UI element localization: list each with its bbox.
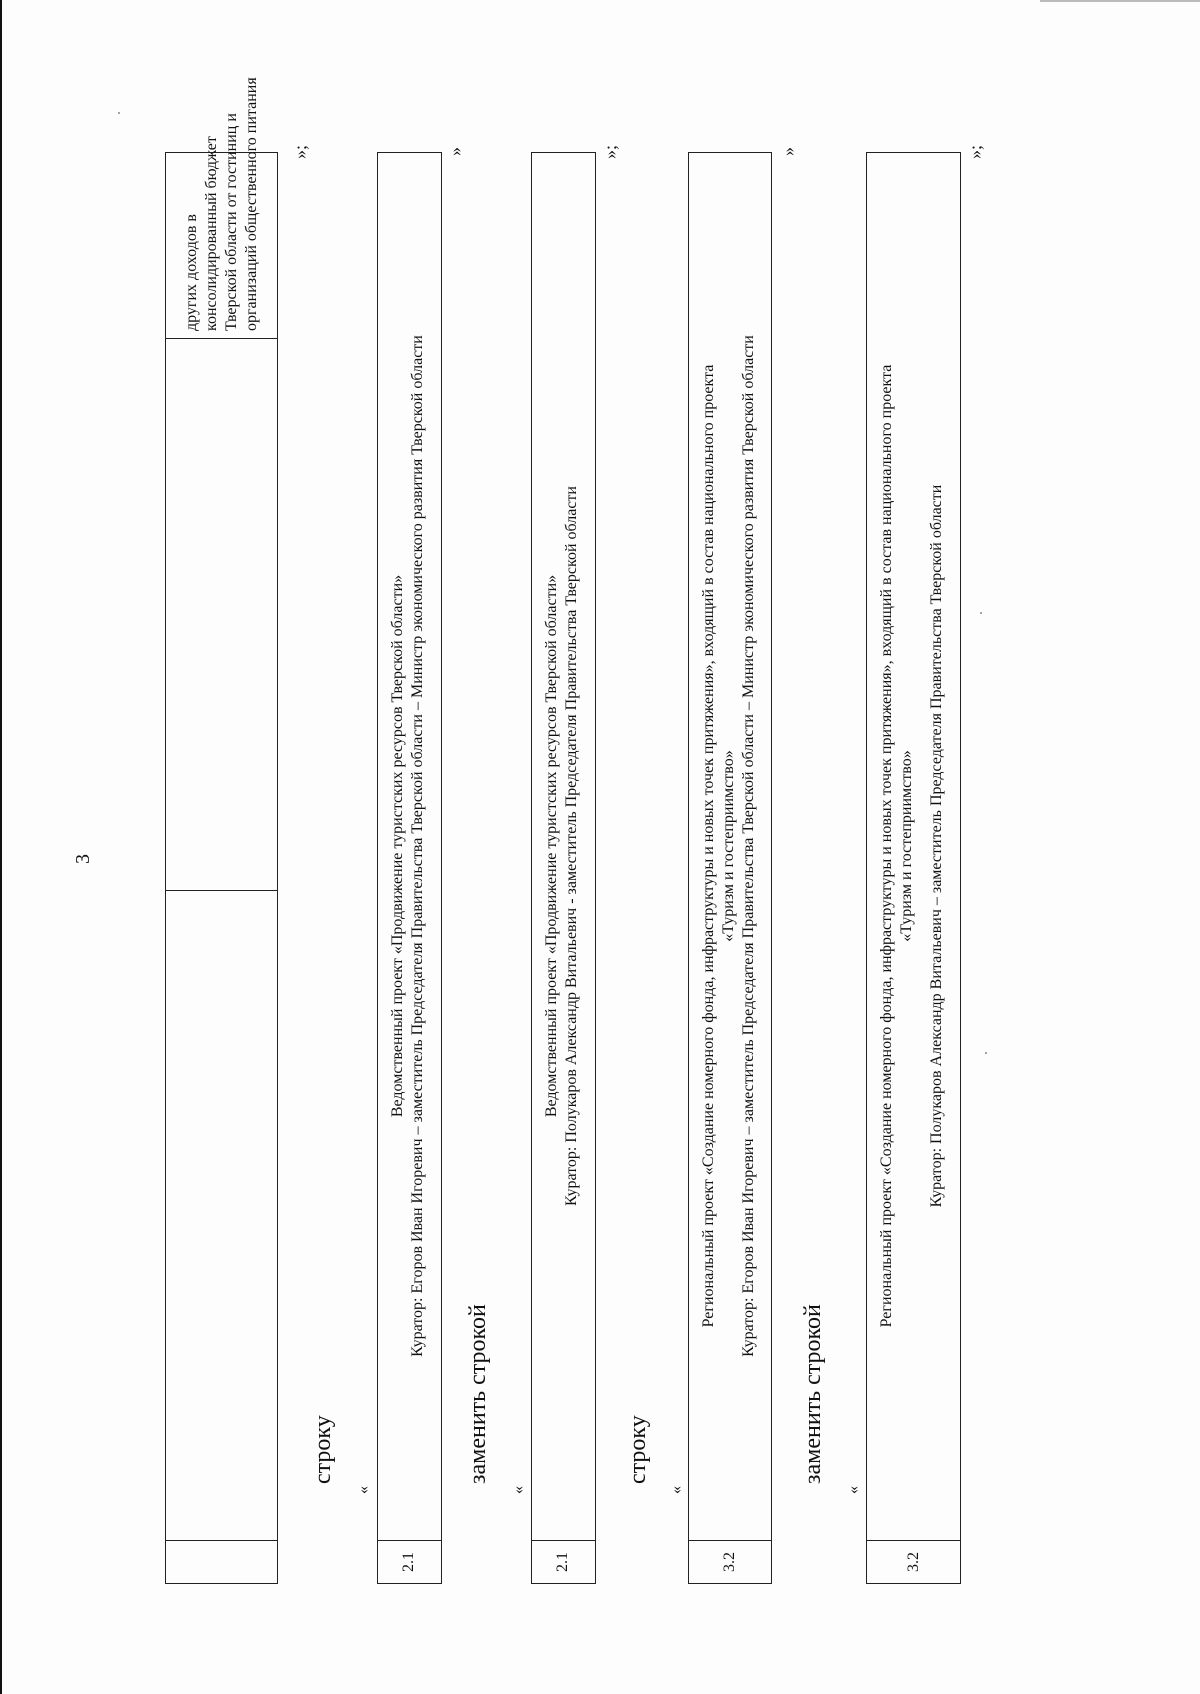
table-divider — [166, 890, 277, 891]
closing-quote: » — [445, 147, 465, 156]
table-cell-line: консолидированный бюджет — [203, 136, 220, 331]
table-cell-line: организаций общественного питания — [243, 77, 260, 331]
project-subtitle: «Туризм и гостеприимство» — [720, 750, 737, 942]
table-divider — [166, 1540, 277, 1541]
instruction-text: строку — [625, 1415, 651, 1484]
instruction-text: заменить строкой — [800, 1304, 826, 1484]
closing-quote: »; — [600, 144, 620, 159]
scan-speck — [980, 612, 982, 614]
table-divider — [166, 338, 277, 339]
row-number: 3.2 — [721, 1552, 738, 1572]
closing-quote: »; — [290, 144, 310, 159]
project-title: Ведомственный проект «Продвижение туристских ресурсов Тверской области» — [543, 574, 560, 1118]
curator-line: Куратор: Полукаров Александр Витальевич – заместитель Председателя Правительства Тверской области — [928, 484, 945, 1208]
project-title: Ведомственный проект «Продвижение туристских ресурсов Тверской области» — [389, 574, 406, 1118]
closing-quote: »; — [965, 144, 985, 159]
opening-quote: « — [510, 1486, 527, 1494]
table-row-3-2-old — [688, 152, 772, 1584]
table-row-continuation — [165, 77, 278, 1584]
project-subtitle: «Туризм и гостеприимство» — [898, 750, 915, 942]
curator-line: Куратор: Полукаров Александр Витальевич - заместитель Председателя Правительства Тверской области — [563, 486, 580, 1207]
scan-speck — [118, 112, 120, 114]
curator-line: Куратор: Егоров Иван Игоревич – заместитель Председателя Правительства Тверской области – Министр экономического развития Тверской области — [740, 335, 757, 1357]
opening-quote: « — [668, 1486, 685, 1494]
table-row-2-1-old — [377, 152, 442, 1584]
instruction-text: заменить строкой — [465, 1304, 491, 1484]
table-cell-line: других доходов в — [183, 214, 200, 331]
row-number: 3.2 — [905, 1552, 922, 1572]
table-row-3-2-new — [866, 152, 961, 1584]
page-number: 3 — [72, 854, 94, 864]
scan-speck — [985, 1052, 987, 1054]
project-title: Региональный проект «Создание номерного фонда, инфраструктуры и новых точек притяжения», входящий в состав национального проекта — [700, 364, 717, 1328]
table-cell-line: Тверской области от гостиниц и — [223, 113, 240, 331]
row-number: 2.1 — [400, 1552, 417, 1572]
project-title: Региональный проект «Создание номерного фонда, инфраструктуры и новых точек притяжения», входящий в состав национального проекта — [878, 364, 895, 1328]
opening-quote: « — [845, 1486, 862, 1494]
row-number: 2.1 — [554, 1552, 571, 1572]
opening-quote: « — [355, 1486, 372, 1494]
table-row-2-1-new — [531, 152, 596, 1584]
instruction-text: строку — [310, 1415, 336, 1484]
curator-line: Куратор: Егоров Иван Игоревич – заместитель Председателя Правительства Тверской области – Министр экономического развития Тверской области — [409, 335, 426, 1357]
closing-quote: » — [778, 147, 798, 156]
